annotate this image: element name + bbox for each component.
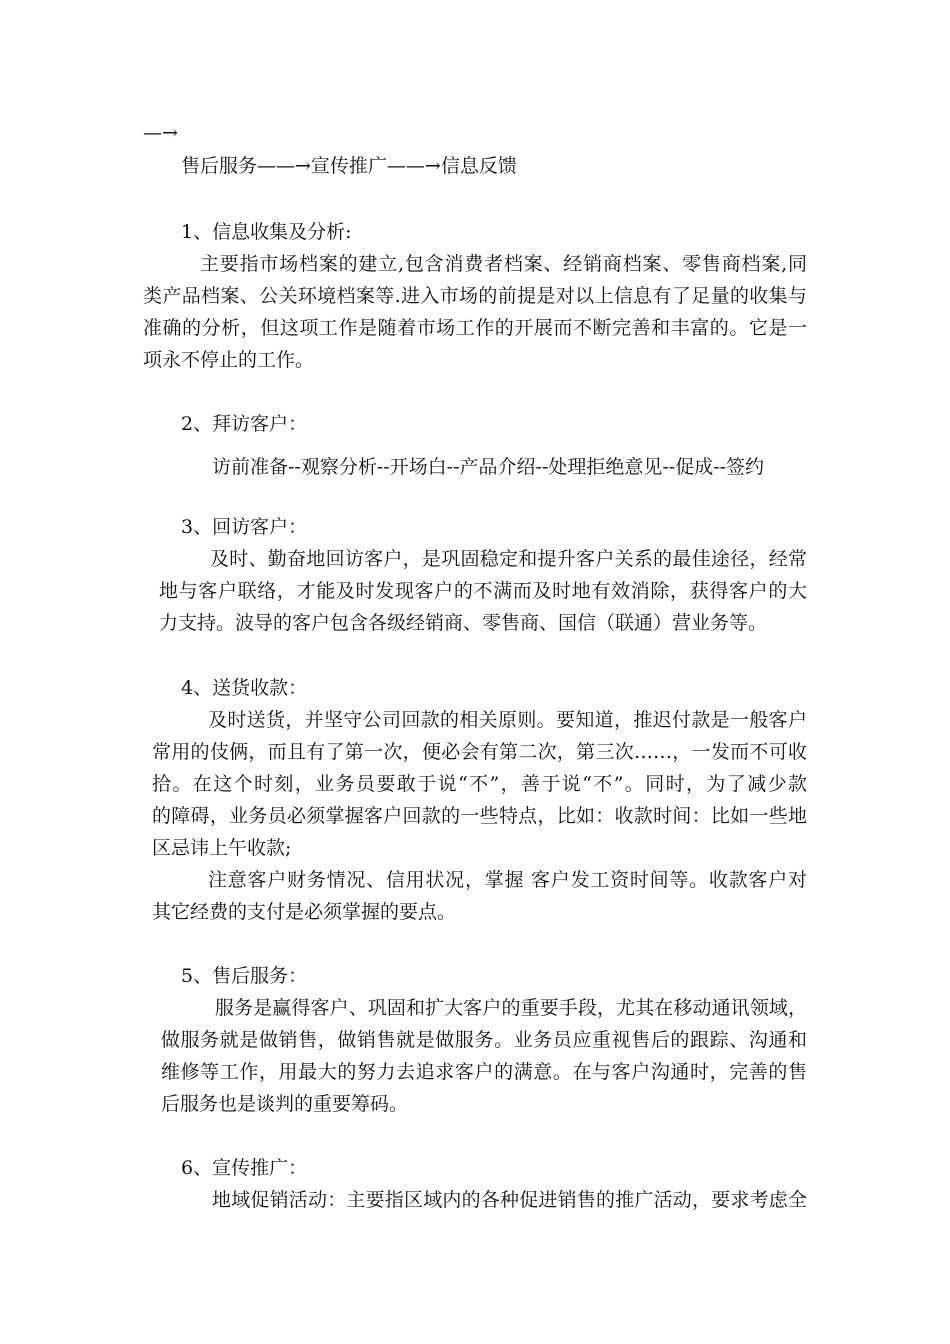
paragraph-line: 及时送货，并坚守公司回款的相关原则。要知道，推迟付款是一般客户 bbox=[208, 709, 807, 731]
paragraph-line: 维修等工作，用最大的努力去追求客户的满意。在与客户沟通时，完善的售 bbox=[161, 1061, 807, 1083]
section-heading: 6、宣传推广： bbox=[181, 1157, 308, 1179]
section-heading: 3、回访客户： bbox=[181, 516, 308, 538]
paragraph-line: 服务是赢得客户、巩固和扩大客户的重要手段，尤其在移动通讯领域， bbox=[215, 997, 807, 1019]
paragraph-line: 拾。在这个时刻，业务员要敢于说“不”，善于说“不”。同时，为了减少款 bbox=[152, 773, 807, 795]
flow-line: 售后服务——→宣传推广——→信息反馈 bbox=[181, 155, 517, 177]
paragraph-line: 项永不停止的工作。 bbox=[143, 349, 315, 371]
paragraph-line: 地与客户联络，才能及时发现客户的不满而及时地有效消除，获得客户的大 bbox=[159, 580, 807, 602]
section-heading: 4、送货收款： bbox=[181, 677, 308, 699]
paragraph-line: 后服务也是谈判的重要筹码。 bbox=[161, 1093, 409, 1115]
paragraph-line: 及时、勤奋地回访客户，是巩固稳定和提升客户关系的最佳途径，经常 bbox=[210, 548, 807, 570]
paragraph-line: 做服务就是做销售，做销售就是做服务。业务员应重视售后的跟踪、沟通和 bbox=[161, 1029, 807, 1051]
paragraph-line: 其它经费的支付是必须掌握的要点。 bbox=[152, 901, 457, 923]
paragraph-line: 类产品档案、公关环境档案等.进入市场的前提是对以上信息有了足量的收集与 bbox=[143, 285, 807, 307]
section-heading: 2、拜访客户： bbox=[181, 413, 308, 435]
paragraph-line: 的障碍，业务员必须掌握客户回款的一些特点，比如：收款时间：比如一些地 bbox=[152, 805, 807, 827]
paragraph-line: 常用的伎俩，而且有了第一次，便必会有第二次，第三次……，一发而不可收 bbox=[152, 741, 807, 763]
paragraph-line: 准确的分析，但这项工作是随着市场工作的开展而不断完善和丰富的。它是一 bbox=[143, 317, 807, 339]
paragraph-line: 区忌讳上午收款; bbox=[152, 837, 292, 859]
paragraph-line: 注意客户财务情况、信用状况，掌握 客户发工资时间等。收款客户对 bbox=[208, 869, 807, 891]
paragraph-line: 力支持。波导的客户包含各级经销商、零售商、国信（联通）营业务等。 bbox=[159, 612, 768, 634]
section-heading: 5、售后服务： bbox=[181, 965, 308, 987]
paragraph-line: 地域促销活动：主要指区域内的各种促进销售的推广活动，要求考虑全 bbox=[212, 1189, 807, 1211]
top-arrow: —→ bbox=[143, 122, 178, 144]
section-heading: 1、信息收集及分析: bbox=[181, 221, 352, 243]
paragraph-line: 主要指市场档案的建立,包含消费者档案、经销商档案、零售商档案,同 bbox=[200, 253, 807, 275]
paragraph-line: 访前准备--观察分析--开场白--产品介绍--处理拒绝意见--促成--签约 bbox=[212, 456, 765, 478]
